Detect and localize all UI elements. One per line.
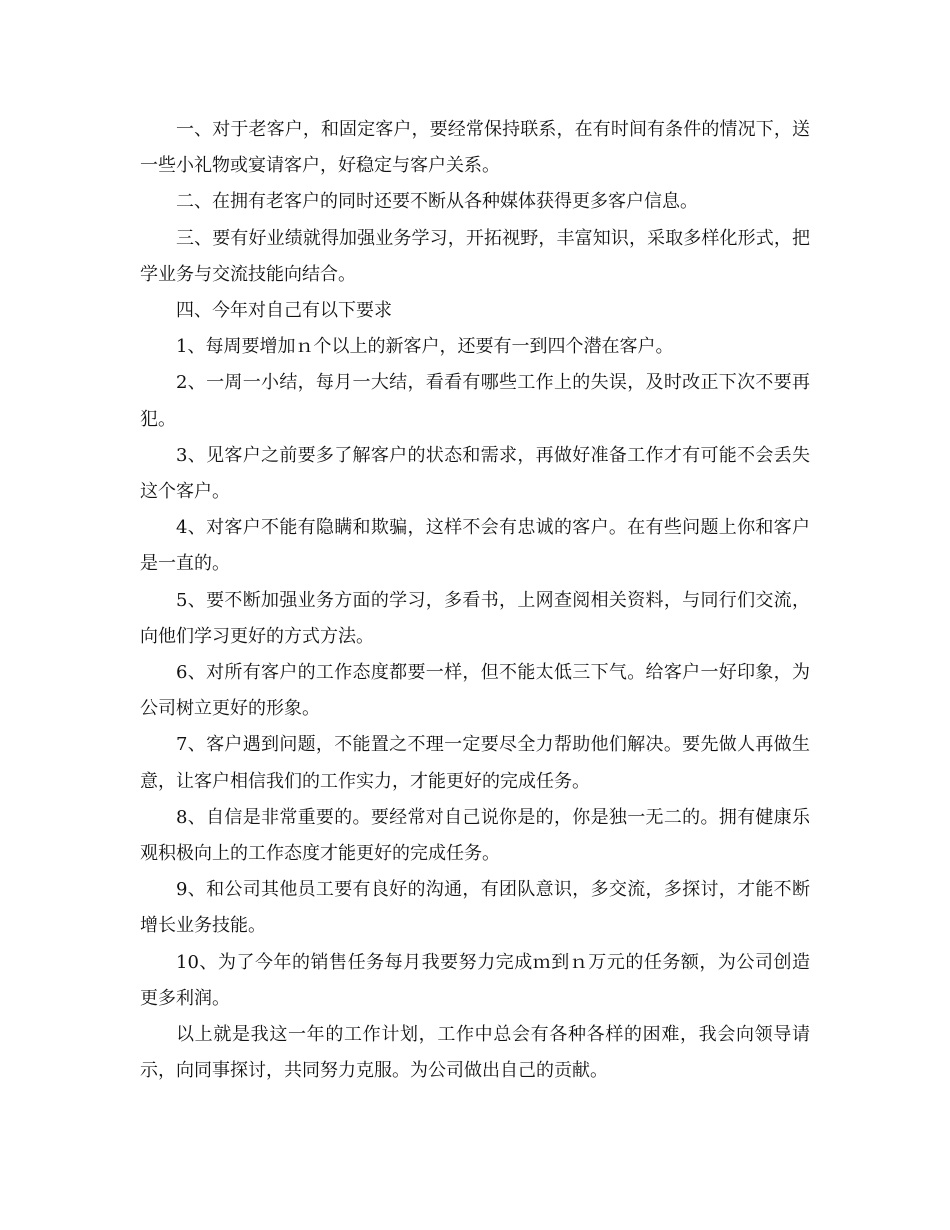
- list-item-4: 4、对客户不能有隐瞒和欺骗，这样不会有忠诚的客户。在有些问题上你和客户是一直的。: [140, 517, 810, 575]
- paragraph-4: 四、今年对自己有以下要求: [176, 300, 392, 322]
- paragraph-3: 三、要有好业绩就得加强业务学习，开拓视野，丰富知识，采取多样化形式，把学业务与交流技能向结合。: [140, 227, 810, 285]
- paragraph-2: 二、在拥有老客户的同时还要不断从各种媒体获得更多客户信息。: [176, 191, 698, 213]
- list-item-9: 9、和公司其他员工要有良好的沟通，有团队意识，多交流，多探讨，才能不断增长业务技能。: [140, 879, 810, 937]
- document-body: [140, 112, 810, 1089]
- list-item-2: 2、一周一小结，每月一大结，看看有哪些工作上的失误，及时改正下次不要再犯。: [140, 372, 810, 430]
- list-item-3: 3、见客户之前要多了解客户的状态和需求，再做好准备工作才有可能不会丢失这个客户。: [140, 444, 810, 503]
- list-item-5: 5、要不断加强业务方面的学习，多看书，上网查阅相关资料，与同行们交流，向他们学习更好的方式方法。: [140, 589, 810, 647]
- list-item-1: 1、每周要增加ｎ个以上的新客户，还要有一到四个潜在客户。: [176, 336, 674, 358]
- list-item-10: 10、为了今年的销售任务每月我要努力完成ｍ到ｎ万元的任务额，为公司创造更多利润。: [140, 951, 810, 1009]
- list-item-6: 6、对所有客户的工作态度都要一样，但不能太低三下气。给客户一好印象，为公司树立更好的形象。: [140, 662, 810, 720]
- list-item-8: 8、自信是非常重要的。要经常对自己说你是的，你是独一无二的。拥有健康乐观积极向上的工作态度才能更好的完成任务。: [140, 806, 810, 865]
- list-item-7: 7、客户遇到问题，不能置之不理一定要尽全力帮助他们解决。要先做人再做生意，让客户相信我们的工作实力，才能更好的完成任务。: [140, 734, 810, 792]
- closing-paragraph: 以上就是我这一年的工作计划，工作中总会有各种各样的困难，我会向领导请示，向同事探讨，共同努力克服。为公司做出自己的贡献。: [140, 1024, 810, 1082]
- paragraph-1: 一、对于老客户，和固定客户，要经常保持联系，在有时间有条件的情况下，送一些小礼物或宴请客户，好稳定与客户关系。: [140, 119, 810, 177]
